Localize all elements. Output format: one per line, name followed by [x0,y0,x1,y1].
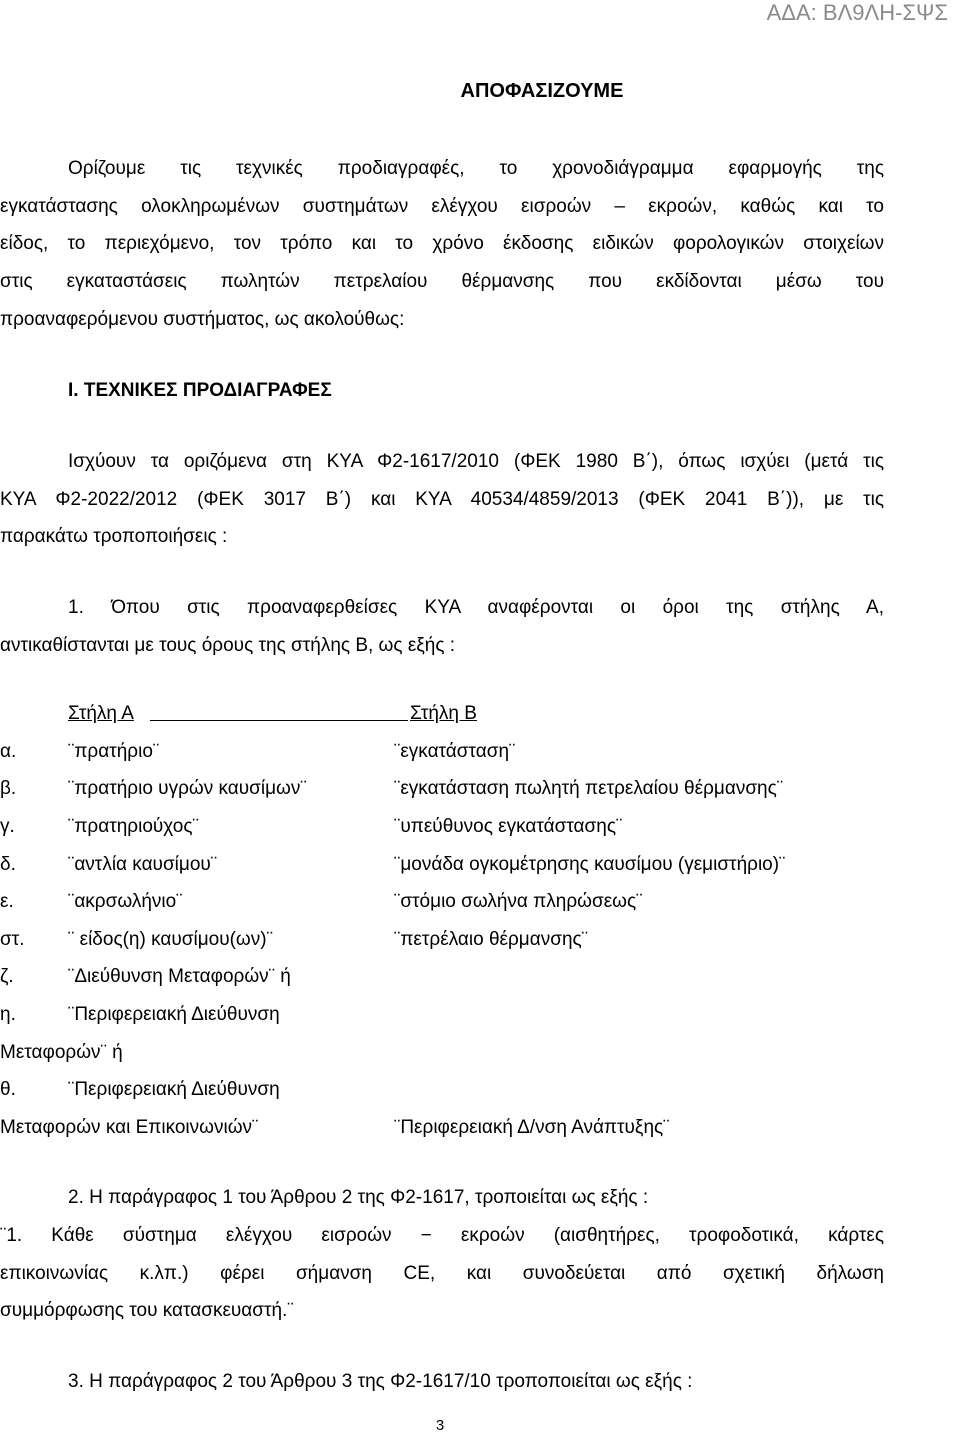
intro-line: είδος, το περιεχόμενο, τον τρόπο και το χρόνο έκδοσης ειδικών φορολογικών στοιχείων [0,233,884,254]
term-a: ¨πρατηριούχος¨ [68,816,199,837]
term-b: ¨εγκατάσταση¨ [394,741,516,762]
row-label: γ. [0,816,15,837]
section-line: ΚΥΑ Φ2-2022/2012 (ΦΕΚ 3017 Β΄) και ΚΥΑ 40534/4859/2013 (ΦΕΚ 2041 Β΄)), με τις [0,489,884,510]
intro-line: Ορίζουμε τις τεχνικές προδιαγραφές, το χρονοδιάγραμμα εφαρμογής της [68,158,884,179]
page-number: 3 [435,1417,445,1434]
intro-line: προαναφερόμενου συστήματος, ως ακολούθως: [0,309,405,330]
section-line: Ισχύουν τα οριζόμενα στη ΚΥΑ Φ2-1617/2010 (ΦΕΚ 1980 Β΄), όπως ισχύει (μετά τις [68,451,884,472]
row-label: ε. [0,891,14,912]
item2-line: συμμόρφωσης του κατασκευαστή.¨ [0,1300,294,1321]
term-b: ¨εγκατάσταση πωλητή πετρελαίου θέρμανσης¨ [394,778,784,799]
term-a-continuation: Μεταφορών¨ ή [0,1042,123,1063]
section-heading: Ι. ΤΕΧΝΙΚΕΣ ΠΡΟΔΙΑΓΡΑΦΕΣ [68,380,332,401]
row-label: στ. [0,929,25,950]
term-a: ¨πρατήριο υγρών καυσίμων¨ [68,778,307,799]
page-title: ΑΠΟΦΑΣΙΖΟΥΜΕ [460,80,624,102]
term-b: ¨μονάδα ογκομέτρησης καυσίμου (γεμιστήριο)¨ [394,854,786,875]
intro-line: στις εγκαταστάσεις πωλητών πετρελαίου θέρμανσης που εκδίδονται μέσω του [0,271,884,292]
term-a: ¨ακρσωλήνιο¨ [68,891,183,912]
column-b-header: Στήλη Β [410,703,477,724]
item2-heading: 2. Η παράγραφος 1 του Άρθρου 2 της Φ2-1617, τροποιείται ως εξής : [68,1187,649,1208]
term-a-continuation: Μεταφορών και Επικοινωνιών¨ [0,1117,259,1138]
section-line: παρακάτω τροποποιήσεις : [0,526,228,547]
row-label: δ. [0,854,16,875]
item1-line: 1. Όπου στις προαναφερθείσες ΚΥΑ αναφέρονται οι όροι της στήλης Α, [68,597,884,618]
ada-code: ΑΔΑ: ΒΛ9ΛΗ-ΣΨΣ [766,0,948,25]
header-underline [150,720,408,721]
row-label: η. [0,1004,16,1025]
term-a: ¨πρατήριο¨ [68,741,160,762]
row-label: θ. [0,1079,16,1100]
term-a: ¨Περιφερειακή Διεύθυνση [68,1079,280,1100]
item2-line: ¨1. Κάθε σύστημα ελέγχου εισροών − εκροών (αισθητήρες, τροφοδοτικά, κάρτες [0,1225,884,1246]
term-a: ¨Διεύθυνση Μεταφορών¨ ή [68,966,291,987]
item3-heading: 3. Η παράγραφος 2 του Άρθρου 3 της Φ2-1617/10 τροποποιείται ως εξής : [68,1371,693,1392]
column-a-header: Στήλη Α [68,703,134,724]
item2-line: επικοινωνίας κ.λπ.) φέρει σήμανση CE, και συνοδεύεται από σχετική δήλωση [0,1263,884,1284]
row-label: α. [0,741,17,762]
intro-line: εγκατάστασης ολοκληρωμένων συστημάτων ελέγχου εισροών – εκροών, καθώς και το [0,196,884,217]
row-label: ζ. [0,966,14,987]
term-b: ¨στόμιο σωλήνα πληρώσεως¨ [394,891,643,912]
term-b: ¨πετρέλαιο θέρμανσης¨ [394,929,589,950]
term-a: ¨αντλία καυσίμου¨ [68,854,218,875]
term-a: ¨Περιφερειακή Διεύθυνση [68,1004,280,1025]
term-a: ¨ είδος(η) καυσίμου(ων)¨ [68,929,273,950]
term-b: ¨Περιφερειακή Δ/νση Ανάπτυξης¨ [394,1117,670,1138]
item1-line: αντικαθίστανται με τους όρους της στήλης Β, ως εξής : [0,635,456,656]
term-b: ¨υπεύθυνος εγκατάστασης¨ [394,816,623,837]
row-label: β. [0,778,17,799]
